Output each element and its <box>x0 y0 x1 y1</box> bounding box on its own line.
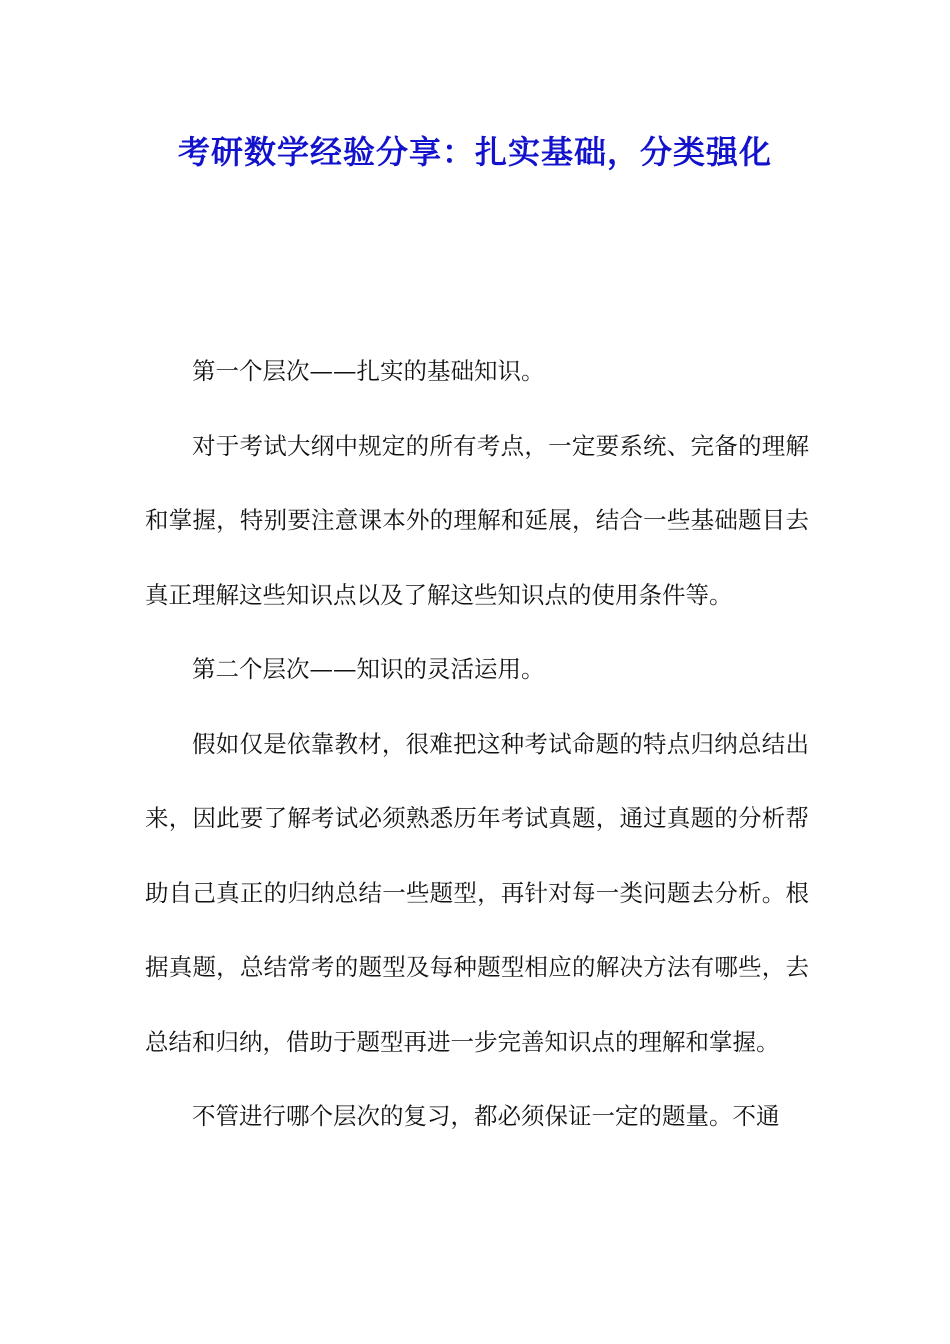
document-title: 考研数学经验分享：扎实基础，分类强化 <box>177 133 772 171</box>
paragraph-level-two-body: 假如仅是依靠教材，很难把这种考试命题的特点归纳总结出来，因此要了解考试必须熟悉历年考试真题，通过真题的分析帮助自己真正的归纳总结一些题型，再针对每一类问题去分析。根据真题，总结常考的题型及每种题型相应的解决方法有哪些，去总结和归纳，借助于题型再进一步完善知识点的理解和掌握。 <box>145 729 809 1056</box>
paragraph-level-two-heading: 第二个层次——知识的灵活运用。 <box>192 655 545 683</box>
paragraph-level-one-body: 对于考试大纲中规定的所有考点，一定要系统、完备的理解和掌握，特别要注意课本外的理解和延展，结合一些基础题目去真正理解这些知识点以及了解这些知识点的使用条件等。 <box>145 431 809 609</box>
paragraph-practice-note: 不管进行哪个层次的复习，都必须保证一定的题量。不通 <box>192 1102 780 1130</box>
document-body <box>145 334 809 1154</box>
paragraph-level-one-heading: 第一个层次——扎实的基础知识。 <box>192 357 545 385</box>
